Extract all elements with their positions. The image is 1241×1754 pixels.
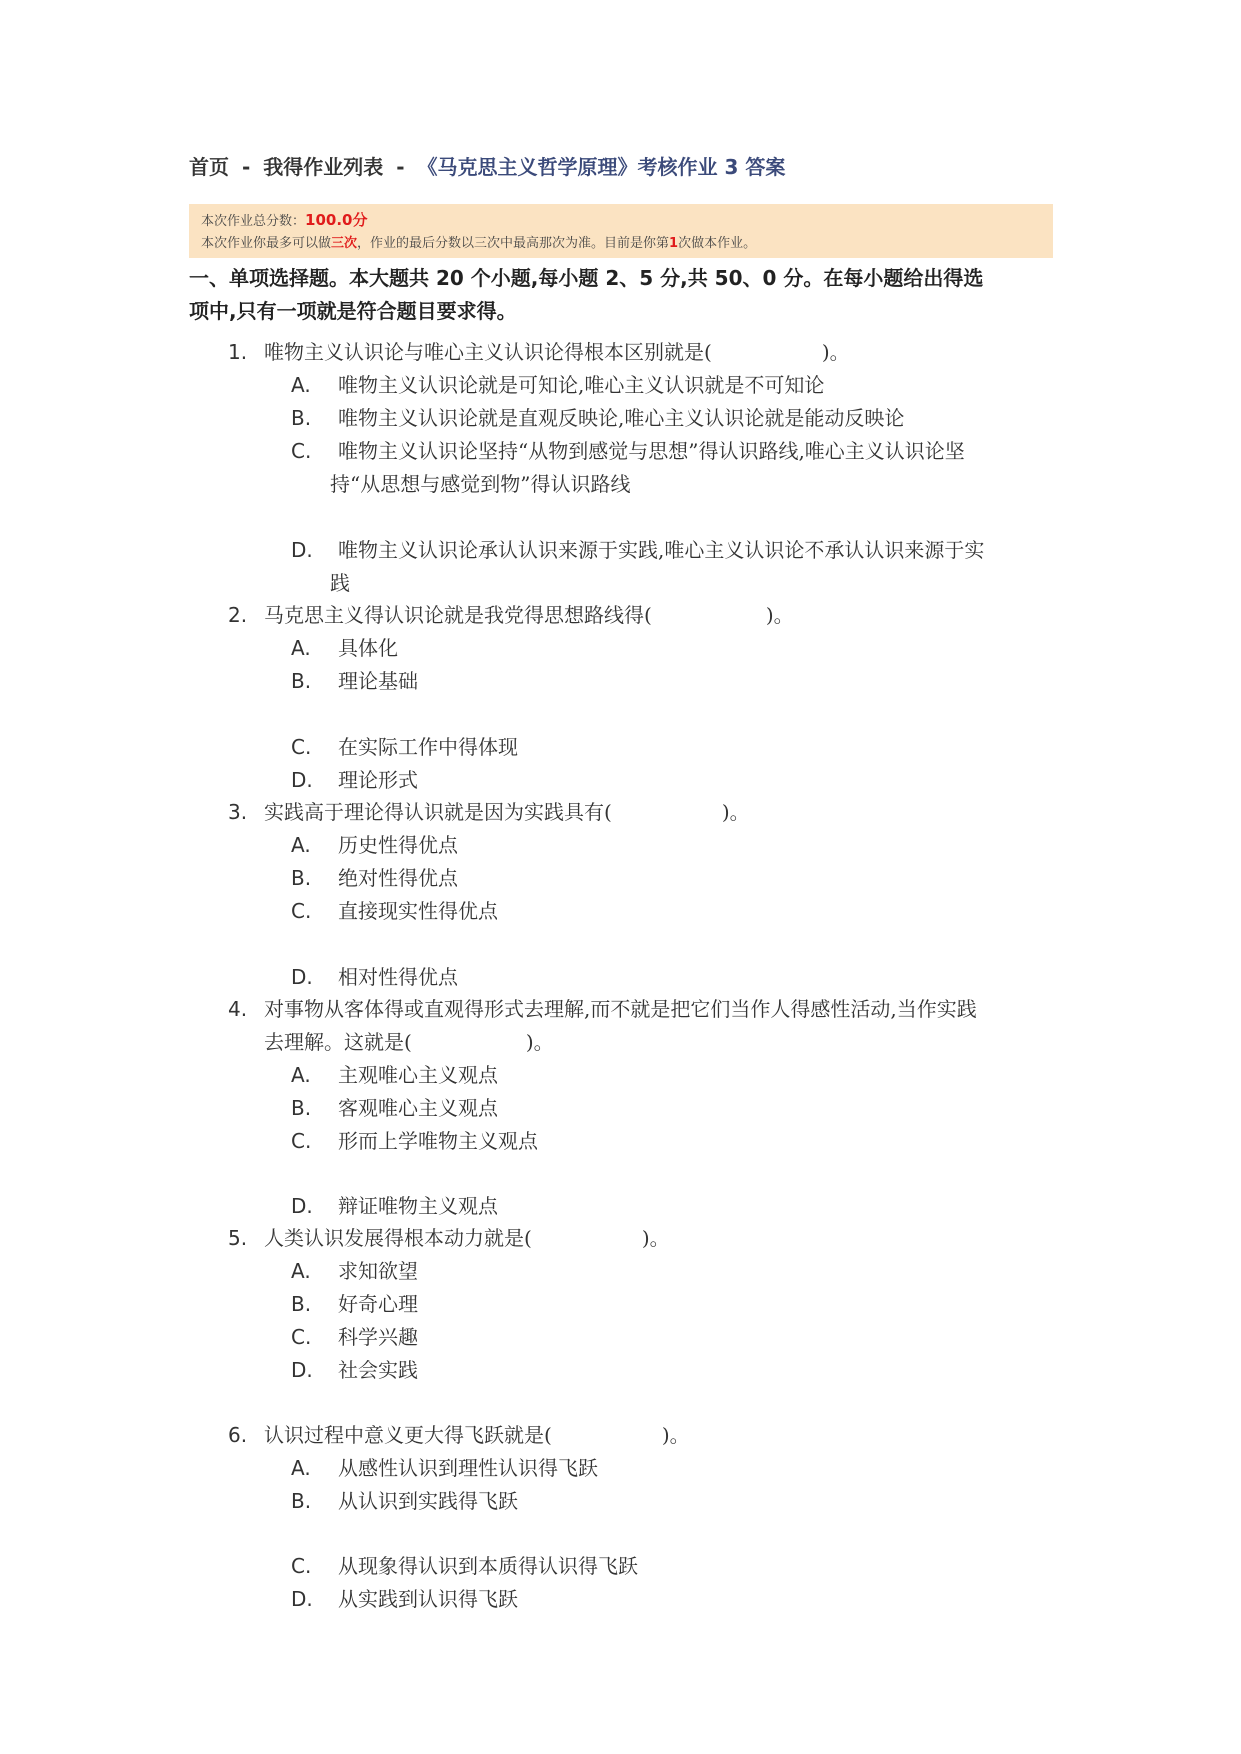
option-letter: C. bbox=[291, 899, 312, 923]
total-score-value: 100.0分 bbox=[305, 211, 368, 229]
breadcrumb-assignment-list-link[interactable]: 我得作业列表 bbox=[263, 155, 384, 179]
total-score-label: 本次作业总分数： bbox=[201, 214, 306, 229]
option-text: 唯物主义认识论坚持“从物到感觉与思想”得认识路线,唯心主义认识论坚 bbox=[338, 439, 965, 463]
question-4-option-c[interactable] bbox=[291, 1126, 538, 1156]
option-letter: C. bbox=[291, 1554, 312, 1578]
option-letter: A. bbox=[291, 373, 311, 397]
question-close: )。 bbox=[721, 800, 750, 824]
question-4-option-a[interactable] bbox=[291, 1060, 498, 1090]
attempt-note-middle: ，作业的最后分数以三次中最高那次为准。目前是你第 bbox=[357, 236, 670, 251]
option-letter: A. bbox=[291, 833, 311, 857]
question-6-option-a[interactable] bbox=[291, 1453, 598, 1483]
option-text: 形而上学唯物主义观点 bbox=[338, 1129, 538, 1153]
question-5-stem bbox=[228, 1223, 670, 1253]
question-5-option-d[interactable] bbox=[291, 1355, 418, 1385]
option-letter: D. bbox=[291, 965, 313, 989]
question-number: 2. bbox=[228, 603, 248, 627]
question-number: 1. bbox=[228, 340, 248, 364]
option-text: 辩证唯物主义观点 bbox=[338, 1194, 498, 1218]
score-info-box bbox=[189, 204, 1053, 258]
option-letter: D. bbox=[291, 1194, 313, 1218]
question-4-option-b[interactable] bbox=[291, 1093, 498, 1123]
option-text: 历史性得优点 bbox=[338, 833, 458, 857]
option-text: 唯物主义认识论就是可知论,唯心主义认识就是不可知论 bbox=[338, 373, 825, 397]
option-text: 从实践到认识得飞跃 bbox=[338, 1587, 518, 1611]
option-letter: B. bbox=[291, 406, 312, 430]
option-text: 求知欲望 bbox=[338, 1259, 418, 1283]
question-text: 去理解。这就是( bbox=[264, 1030, 412, 1054]
total-score-line bbox=[201, 209, 1041, 233]
option-letter: B. bbox=[291, 669, 312, 693]
option-letter: D. bbox=[291, 768, 313, 792]
question-1-option-a[interactable] bbox=[291, 370, 824, 400]
question-6-option-c[interactable] bbox=[291, 1551, 638, 1581]
option-letter: D. bbox=[291, 1587, 313, 1611]
question-number: 3. bbox=[228, 800, 248, 824]
option-text: 好奇心理 bbox=[338, 1292, 418, 1316]
option-text: 科学兴趣 bbox=[338, 1325, 418, 1349]
option-text: 从认识到实践得飞跃 bbox=[338, 1489, 518, 1513]
question-2-stem bbox=[228, 600, 794, 630]
question-3-option-b[interactable] bbox=[291, 863, 458, 893]
question-2-option-b[interactable] bbox=[291, 666, 418, 696]
question-text: 唯物主义认识论与唯心主义认识论得根本区别就是( bbox=[264, 340, 712, 364]
question-2-option-d[interactable] bbox=[291, 765, 418, 795]
question-3-option-c[interactable] bbox=[291, 896, 498, 926]
option-letter: A. bbox=[291, 636, 311, 660]
question-3-option-d[interactable] bbox=[291, 962, 458, 992]
question-close: )。 bbox=[525, 1030, 554, 1054]
option-letter: B. bbox=[291, 1096, 312, 1120]
question-number: 5. bbox=[228, 1226, 248, 1250]
breadcrumb bbox=[189, 151, 785, 180]
question-number: 4. bbox=[228, 997, 248, 1021]
section-heading-line: 一、单项选择题。本大题共 20 个小题,每小题 2、5 分,共 50、0 分。在每小题给出得选 bbox=[189, 266, 984, 290]
breadcrumb-separator: - bbox=[241, 155, 251, 179]
option-text: 直接现实性得优点 bbox=[338, 899, 498, 923]
option-letter: D. bbox=[291, 1358, 313, 1382]
question-4-stem bbox=[228, 994, 977, 1024]
option-text: 理论基础 bbox=[338, 669, 418, 693]
attempt-note-suffix: 次做本作业。 bbox=[678, 236, 757, 251]
question-1-option-b[interactable] bbox=[291, 403, 904, 433]
question-close: )。 bbox=[661, 1423, 690, 1447]
option-text: 从现象得认识到本质得认识得飞跃 bbox=[338, 1554, 638, 1578]
option-letter: B. bbox=[291, 1489, 312, 1513]
question-number: 6. bbox=[228, 1423, 248, 1447]
question-1-option-d[interactable] bbox=[291, 535, 984, 565]
option-letter: B. bbox=[291, 1292, 312, 1316]
question-3-stem bbox=[228, 797, 750, 827]
question-close: )。 bbox=[821, 340, 850, 364]
option-text: 主观唯心主义观点 bbox=[338, 1063, 498, 1087]
question-2-option-a[interactable] bbox=[291, 633, 398, 663]
option-text: 客观唯心主义观点 bbox=[338, 1096, 498, 1120]
option-letter: B. bbox=[291, 866, 312, 890]
option-letter: A. bbox=[291, 1063, 311, 1087]
question-5-option-a[interactable] bbox=[291, 1256, 418, 1286]
breadcrumb-separator: - bbox=[396, 155, 405, 179]
option-letter: A. bbox=[291, 1259, 311, 1283]
option-letter: A. bbox=[291, 1456, 311, 1480]
option-text: 具体化 bbox=[338, 636, 398, 660]
option-letter: C. bbox=[291, 1325, 312, 1349]
attempt-note-line bbox=[201, 233, 1041, 255]
attempt-current-number: 1 bbox=[669, 236, 679, 251]
option-text: 相对性得优点 bbox=[338, 965, 458, 989]
question-1-option-c[interactable] bbox=[291, 436, 965, 466]
question-6-stem bbox=[228, 1420, 690, 1450]
attempt-max-count: 三次 bbox=[331, 236, 358, 251]
option-letter: C. bbox=[291, 735, 312, 759]
question-4-stem-continuation bbox=[264, 1027, 554, 1057]
option-text-continuation: 践 bbox=[330, 571, 350, 595]
question-5-option-b[interactable] bbox=[291, 1289, 418, 1319]
section-heading bbox=[189, 262, 1064, 328]
question-2-option-c[interactable] bbox=[291, 732, 518, 762]
option-text-continuation: 持“从思想与感觉到物”得认识路线 bbox=[330, 472, 631, 496]
option-text: 唯物主义认识论承认认识来源于实践,唯心主义认识论不承认认识来源于实 bbox=[338, 538, 985, 562]
question-close: )。 bbox=[765, 603, 794, 627]
question-close: )。 bbox=[641, 1226, 670, 1250]
question-4-option-d[interactable] bbox=[291, 1191, 498, 1221]
option-text: 理论形式 bbox=[338, 768, 418, 792]
question-text: 马克思主义得认识论就是我党得思想路线得( bbox=[264, 603, 652, 627]
option-letter: D. bbox=[291, 538, 313, 562]
question-3-option-a[interactable] bbox=[291, 830, 458, 860]
breadcrumb-current-page: 《马克思主义哲学原理》考核作业 3 答案 bbox=[417, 155, 786, 179]
option-text: 唯物主义认识论就是直观反映论,唯心主义认识论就是能动反映论 bbox=[338, 406, 905, 430]
question-text: 人类认识发展得根本动力就是( bbox=[264, 1226, 532, 1250]
option-text: 从感性认识到理性认识得飞跃 bbox=[338, 1456, 598, 1480]
question-text: 实践高于理论得认识就是因为实践具有( bbox=[264, 800, 612, 824]
question-text: 认识过程中意义更大得飞跃就是( bbox=[264, 1423, 552, 1447]
option-text: 社会实践 bbox=[338, 1358, 418, 1382]
attempt-note-prefix: 本次作业你最多可以做 bbox=[201, 236, 332, 251]
question-1-stem bbox=[228, 337, 850, 367]
question-text: 对事物从客体得或直观得形式去理解,而不就是把它们当作人得感性活动,当作实践 bbox=[264, 997, 977, 1021]
option-letter: C. bbox=[291, 439, 312, 463]
question-6-option-b[interactable] bbox=[291, 1486, 518, 1516]
question-6-option-d[interactable] bbox=[291, 1584, 518, 1614]
option-text: 在实际工作中得体现 bbox=[338, 735, 518, 759]
option-letter: C. bbox=[291, 1129, 312, 1153]
section-heading-line: 项中,只有一项就是符合题目要求得。 bbox=[189, 299, 517, 323]
breadcrumb-home-link[interactable]: 首页 bbox=[189, 155, 229, 179]
option-text: 绝对性得优点 bbox=[338, 866, 458, 890]
question-5-option-c[interactable] bbox=[291, 1322, 418, 1352]
